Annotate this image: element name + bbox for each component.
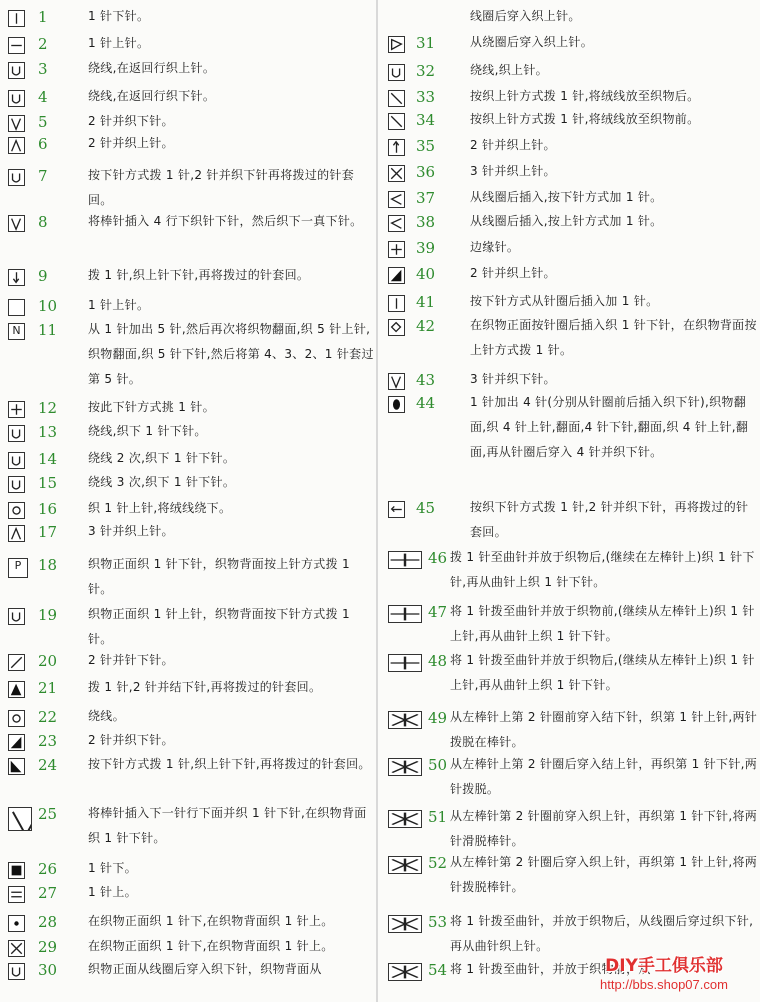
stitch-number: 29: [38, 938, 58, 956]
stitch-description: 拨 1 针至曲针并放于织物后,(继续在左棒针上)织 1 针下针,再从曲针上织 1 针下针。: [450, 550, 755, 589]
stitch-box-icon: [8, 299, 25, 316]
stitch-number: 48: [428, 652, 448, 670]
stitch-description: 将棒针插入下一针行下面并织 1 针下针,在织物背面织 1 针下针。: [88, 806, 367, 845]
stitch-tri-icon: [388, 36, 405, 53]
stitch-number: 33: [416, 88, 436, 106]
stitch-number: 15: [38, 474, 58, 492]
stitch-description: 绕线 2 次,织下 1 针下针。: [88, 451, 236, 465]
stitch-fill-icon: [8, 862, 25, 879]
stitch-ring-icon: [8, 502, 25, 519]
stitch-number: 54: [428, 961, 448, 979]
stitch-diag-icon: [8, 654, 25, 671]
stitch-number: 1: [38, 8, 48, 26]
stitch-plus-icon: [8, 401, 25, 418]
stitch-number: 3: [38, 60, 48, 78]
stitch-description: 从左棒针上第 2 针圈前穿入结下针，织第 1 针上针,两针拨脱在棒针。: [450, 710, 758, 749]
stitch-u-icon: [8, 169, 25, 186]
stitch-number: 6: [38, 135, 48, 153]
stitch-number: 51: [428, 808, 448, 826]
stitch-description: 3 针并织下针。: [470, 372, 556, 386]
stitch-description: 将 1 针拨至曲针，并放于织物后，从线圈后穿过织下针,再从曲针织上针。: [450, 914, 754, 953]
stitch-description: 按下针方式拨 1 针,2 针并织下针再将拨过的针套回。: [88, 168, 355, 207]
stitch-number: 42: [416, 317, 436, 335]
stitch-number: 19: [38, 606, 58, 624]
stitch-cable-icon: [388, 711, 422, 729]
stitch-number: 5: [38, 113, 48, 131]
stitch-description: 从线圈后插入,按上针方式加 1 针。: [470, 214, 663, 228]
stitch-description: 2 针并织下针。: [88, 733, 174, 747]
stitch-description: 2 针并针下针。: [88, 653, 174, 667]
stitch-number: 7: [38, 167, 48, 185]
stitch-description: 按此下针方式挑 1 针。: [88, 400, 215, 414]
stitch-description: 2 针并织上针。: [88, 136, 174, 150]
stitch-arrowleft-icon: [388, 501, 405, 518]
stitch-number: 8: [38, 213, 48, 231]
stitch-description: 绕线 3 次,织下 1 针下针。: [88, 475, 236, 489]
stitch-number: 16: [38, 500, 58, 518]
stitch-number: 34: [416, 111, 436, 129]
stitch-description: 在织物正面织 1 针下,在织物背面织 1 针上。: [88, 914, 334, 928]
stitch-tri-icon: [8, 734, 25, 751]
stitch-cable-icon: [388, 810, 422, 828]
stitch-description: 拨 1 针,织上针下针,再将拨过的针套回。: [88, 268, 310, 282]
stitch-diag-icon: [388, 90, 405, 107]
stitch-description: 按下针方式从针圈后插入加 1 针。: [470, 294, 659, 308]
stitch-number: 2: [38, 35, 48, 53]
stitch-number: 9: [38, 267, 48, 285]
stitch-blob-icon: [388, 396, 405, 413]
left-column: [0, 0, 375, 1002]
stitch-description: 2 针并织上针。: [470, 266, 556, 280]
stitch-u-icon: [8, 452, 25, 469]
stitch-arrowup-icon: [388, 139, 405, 156]
stitch-number: 14: [38, 450, 58, 468]
stitch-up-icon: [8, 681, 25, 698]
stitch-number: 44: [416, 394, 436, 412]
stitch-number: 39: [416, 239, 436, 257]
stitch-description: 织物正面织 1 针下针，织物背面按上针方式拨 1 针。: [88, 557, 350, 596]
stitch-number: 49: [428, 709, 448, 727]
stitch-number: 17: [38, 523, 58, 541]
stitch-description: 在织物正面织 1 针下,在织物背面织 1 针上。: [88, 939, 334, 953]
stitch-description: 1 针下。: [88, 861, 137, 875]
stitch-number: 12: [38, 399, 58, 417]
stitch-p-icon: P: [8, 558, 28, 578]
stitch-number: 18: [38, 556, 58, 574]
stitch-description: 在织物正面按针圈后插入织 1 针下针，在织物背面按上针方式拨 1 针。: [470, 318, 757, 357]
stitch-tri-icon: [388, 191, 405, 208]
stitch-number: 24: [38, 756, 58, 774]
stitch-description: 将棒针插入 4 行下织针下针，然后织下一真下针。: [88, 214, 363, 228]
stitch-description: 将 1 针拨至曲针并放于织物后,(继续从左棒针上)织 1 针上针,再从曲针上织 1 针下针。: [450, 653, 755, 692]
stitch-u-icon: [8, 425, 25, 442]
stitch-description: 将 1 针拨至曲针，并放于织物前，从: [450, 962, 651, 976]
stitch-number: 30: [38, 961, 58, 979]
stitch-diag-icon: [388, 113, 405, 130]
stitch-description: 织 1 针上针,将绒线绕下。: [88, 501, 232, 515]
stitch-diamond-icon: [388, 319, 405, 336]
stitch-description: 1 针上。: [88, 885, 137, 899]
stitch-number: 22: [38, 708, 58, 726]
stitch-description: 1 针下针。: [88, 9, 150, 23]
stitch-description: 从绕圈后穿入织上针。: [470, 35, 594, 49]
stitch-tri-icon: [388, 215, 405, 232]
stitch-u-icon: [8, 608, 25, 625]
stitch-description: 绕线,在返回行织下针。: [88, 89, 216, 103]
stitch-v-icon: [8, 115, 25, 132]
stitch-v-icon: [388, 373, 405, 390]
stitch-cable-icon: [388, 654, 422, 672]
stitch-u-icon: [8, 963, 25, 980]
column-divider: [376, 0, 378, 1002]
stitch-number: 43: [416, 371, 436, 389]
stitch-number: 20: [38, 652, 58, 670]
stitch-number: 53: [428, 913, 448, 931]
stitch-trib-icon: [8, 758, 25, 775]
stitch-number: 28: [38, 913, 58, 931]
stitch-number: 47: [428, 603, 448, 621]
stitch-cable-icon: [388, 758, 422, 776]
stitch-cable-icon: [388, 856, 422, 874]
stitch-u-icon: [8, 90, 25, 107]
stitch-description: 绕线,织上针。: [470, 63, 548, 77]
stitch-x-icon: [8, 940, 25, 957]
stitch-description: 从线圈后插入,按下针方式加 1 针。: [470, 190, 663, 204]
stitch-eq-icon: [8, 886, 25, 903]
stitch-description: 从左棒针上第 2 针圈后穿入结上针，再织第 1 针下针,两针拨脱。: [450, 757, 758, 796]
stitch-description: 织物正面从线圈后穿入织下针，织物背面从: [88, 962, 322, 976]
stitch-cable-icon: [388, 605, 422, 623]
stitch-description: 1 针上针。: [88, 298, 150, 312]
stitch-number: 23: [38, 732, 58, 750]
stitch-description: 按织下针方式拨 1 针,2 针并织下针，再将拨过的针套回。: [470, 500, 749, 539]
stitch-dot-icon: [8, 915, 25, 932]
stitch-number: 46: [428, 549, 448, 567]
stitch-n-icon: N: [8, 323, 25, 340]
stitch-number: 25: [38, 805, 58, 823]
stitch-bar-icon: [8, 10, 25, 27]
stitch-description: 2 针并织上针。: [470, 138, 556, 152]
stitch-description: 3 针并织上针。: [470, 164, 556, 178]
stitch-number: 32: [416, 62, 436, 80]
stitch-a-icon: [8, 137, 25, 154]
stitch-number: 21: [38, 679, 58, 697]
stitch-description: 按下针方式拨 1 针,织上针下针,再将拨过的针套回。: [88, 757, 371, 771]
stitch-number: 36: [416, 163, 436, 181]
stitch-bar-icon: [388, 295, 405, 312]
stitch-number: 35: [416, 137, 436, 155]
stitch-number: 52: [428, 854, 448, 872]
stitch-number: 26: [38, 860, 58, 878]
stitch-cable-icon: [388, 963, 422, 981]
stitch-description: 2 针并织下针。: [88, 114, 174, 128]
stitch-number: 27: [38, 884, 58, 902]
stitch-description: 将 1 针拨至曲针并放于织物前,(继续从左棒针上)织 1 针上针,再从曲针上织 1 针下针。: [450, 604, 755, 643]
stitch-x-icon: [388, 165, 405, 182]
stitch-bigv-icon: [8, 807, 32, 831]
continued-text: 线圈后穿入织上针。: [470, 9, 581, 23]
stitch-cable-icon: [388, 551, 422, 569]
stitch-cable-icon: [388, 915, 422, 933]
stitch-tri-icon: [388, 267, 405, 284]
stitch-number: 37: [416, 189, 436, 207]
watermark-title: DIY手工俱乐部: [605, 956, 723, 976]
stitch-description: 按织上针方式拨 1 针,将绒线放至织物后。: [470, 89, 700, 103]
stitch-number: 11: [38, 321, 58, 339]
stitch-description: 从左棒针第 2 针圈后穿入织上针，再织第 1 针上针,将两针拨脱棒针。: [450, 855, 758, 894]
stitch-description: 从左棒针第 2 针圈前穿入织上针，再织第 1 针下针,将两针滑脱棒针。: [450, 809, 758, 848]
stitch-ring-icon: [8, 710, 25, 727]
stitch-description: 绕线,在返回行织上针。: [88, 61, 216, 75]
stitch-u-icon: [8, 476, 25, 493]
stitch-description: 按织上针方式拨 1 针,将绒线放至织物前。: [470, 112, 700, 126]
stitch-description: 从 1 针加出 5 针,然后再次将织物翻面,织 5 针上针,织物翻面,织 5 针下针,然后将第 4、3、2、1 针套过第 5 针。: [88, 322, 374, 386]
stitch-number: 50: [428, 756, 448, 774]
stitch-number: 13: [38, 423, 58, 441]
stitch-description: 1 针上针。: [88, 36, 150, 50]
stitch-number: 31: [416, 34, 436, 52]
right-column: [380, 0, 760, 1002]
watermark-url: http://bbs.shop07.com: [600, 977, 728, 992]
stitch-arrowd-icon: [8, 269, 25, 286]
stitch-u-icon: [388, 64, 405, 81]
stitch-number: 4: [38, 88, 48, 106]
stitch-description: 1 针加出 4 针(分别从针圈前后插入织下针),织物翻面,织 4 针上针,翻面,4 针下针,翻面,织 4 针上针,翻面,再从针圈后穿入 4 针并织下针。: [470, 395, 749, 459]
stitch-a-icon: [8, 525, 25, 542]
stitch-plus-icon: [388, 241, 405, 258]
stitch-description: 拨 1 针,2 针并结下针,再将拨过的针套回。: [88, 680, 322, 694]
stitch-number: 40: [416, 265, 436, 283]
stitch-v-icon: [8, 215, 25, 232]
stitch-description: 绕线,织下 1 针下针。: [88, 424, 207, 438]
stitch-number: 41: [416, 293, 436, 311]
stitch-number: 10: [38, 297, 58, 315]
stitch-description: 3 针并织上针。: [88, 524, 174, 538]
stitch-dash-icon: [8, 37, 25, 54]
stitch-description: 绕线。: [88, 709, 125, 723]
stitch-description: 边缘针。: [470, 240, 520, 254]
stitch-u-icon: [8, 62, 25, 79]
stitch-number: 45: [416, 499, 436, 517]
stitch-number: 38: [416, 213, 436, 231]
stitch-description: 织物正面织 1 针上针，织物背面按下针方式拨 1 针。: [88, 607, 350, 646]
watermark: [574, 955, 754, 993]
